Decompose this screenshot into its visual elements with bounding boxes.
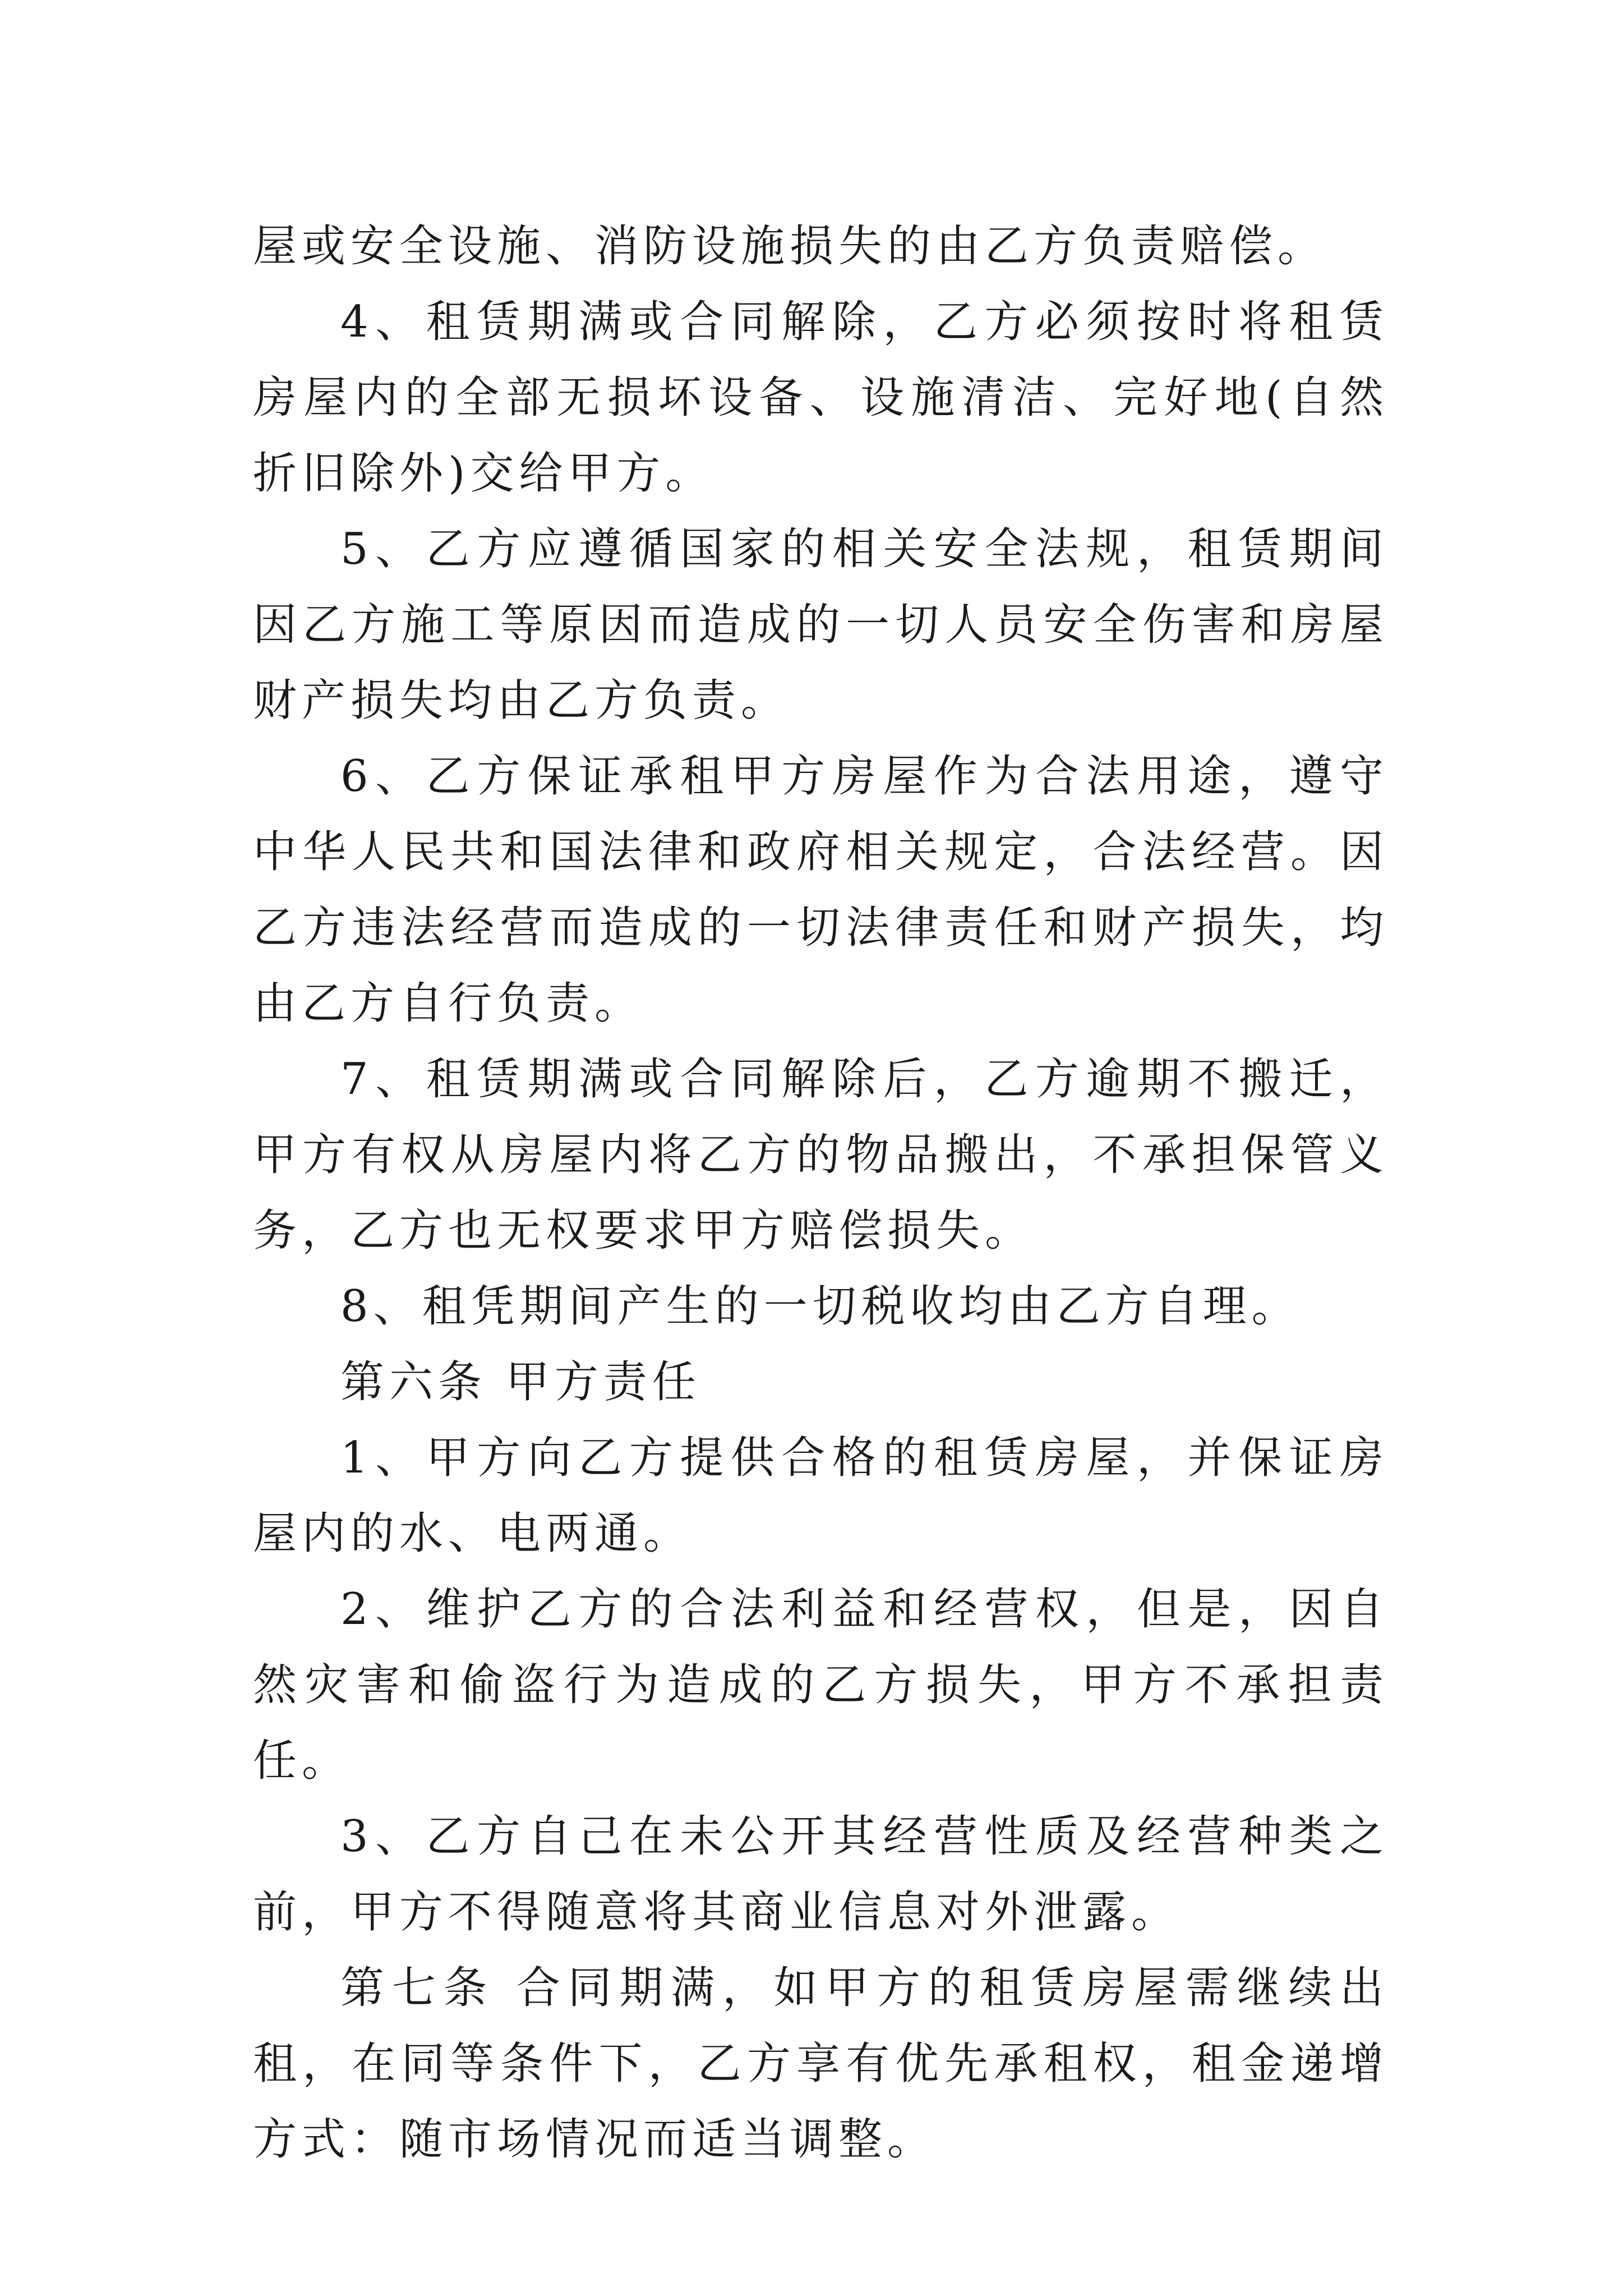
paragraph-clause-4: 4、租赁期满或合同解除，乙方必须按时将租赁房屋内的全部无损坏设备、设施清洁、完好地(自然折旧除外)交给甲方。 <box>253 297 1389 499</box>
article-6-heading: 第六条 甲方责任 <box>340 1357 701 1407</box>
paragraph-article-6-item-3: 3、乙方自己在未公开其经营性质及经营种类之前，甲方不得随意将其商业信息对外泄露。 <box>253 1811 1389 1938</box>
paragraph-article-6-item-2: 2、维护乙方的合法利益和经营权，但是，因自然灾害和偷盗行为造成的乙方损失，甲方不承担责任。 <box>253 1584 1389 1786</box>
paragraph-1: 屋或安全设施、消防设施损失的由乙方负责赔偿。 <box>253 221 1327 272</box>
paragraph-clause-7: 7、租赁期满或合同解除后，乙方逾期不搬迁，甲方有权从房屋内将乙方的物品搬出，不承担保管义务，乙方也无权要求甲方赔偿损失。 <box>253 1054 1389 1256</box>
paragraph-clause-5: 5、乙方应遵循国家的相关安全法规，租赁期间因乙方施工等原因而造成的一切人员安全伤害和房屋财产损失均由乙方负责。 <box>253 524 1389 726</box>
paragraph-article-6-item-1: 1、甲方向乙方提供合格的租赁房屋，并保证房屋内的水、电两通。 <box>253 1433 1389 1559</box>
article-7-paragraph: 第七条 合同期满，如甲方的租赁房屋需继续出租，在同等条件下，乙方享有优先承租权，租金递增方式：随市场情况而适当调整。 <box>253 1963 1389 2165</box>
paragraph-clause-6: 6、乙方保证承租甲方房屋作为合法用途，遵守中华人民共和国法律和政府相关规定，合法经营。因乙方违法经营而造成的一切法律责任和财产损失，均由乙方自行负责。 <box>253 751 1389 1029</box>
paragraph-clause-8: 8、租凭期间产生的一切税收均由乙方自理。 <box>340 1281 1301 1332</box>
paragraph-list <box>253 209 1389 2178</box>
